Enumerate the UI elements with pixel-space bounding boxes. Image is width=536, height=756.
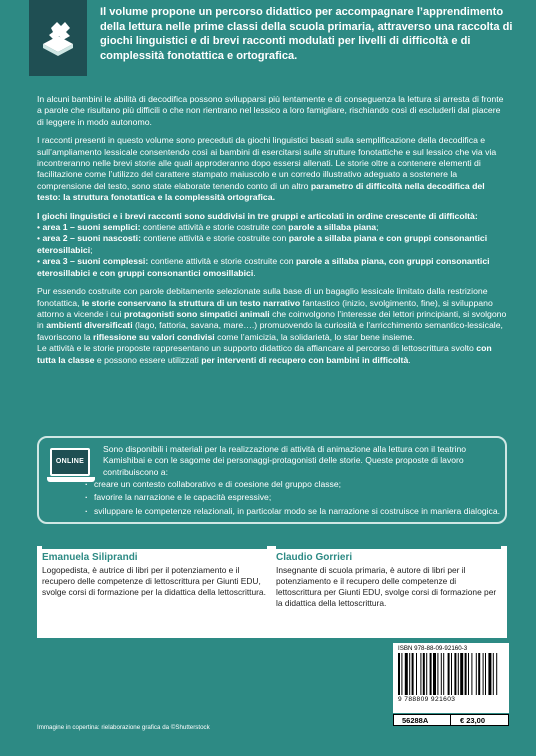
online-materials-box <box>37 436 507 524</box>
paragraph-2: I racconti presenti in questo volume sono preceduti da giochi linguistici basati sulla semplificazione della decodifica e sull’ampliamento lessicale consentendo così ai bambini di esercitarsi sulle strutture fonotattiche e sul lessico che via via incontreranno nelle brevi storie alle quali approderanno dopo essersi allenati. Le storie oltre a contenere elementi di facilitazione come l’utilizzo del carattere stampato maiuscolo e un corredo illustrativo adeguato a sostenere la comprensione del testo, sono state elaborate tenendo conto di un altro parametro di difficoltà nella decodifica del testo: la struttura fonotattica e la complessità ortografica. <box>37 135 497 203</box>
areas-intro: I giochi linguistici e i brevi racconti sono suddivisi in tre gruppi e articolati in ordine crescente di difficoltà: <box>37 210 478 221</box>
price-code-box <box>393 714 509 726</box>
cover-credit: Immagine in copertina: rielaborazione grafica da ©Shutterstock <box>37 724 210 731</box>
online-bullet: · creare un contesto collaborativo e di coesione del gruppo classe; <box>85 478 503 491</box>
online-description: Sono disponibili i materiali per la realizzazione di attività di animazione alla lettura con il teatrino Kamishibai e con le sagome dei personaggi-protagonisti delle storie. Queste proposte di lavoro contribuiscono a: <box>103 444 467 477</box>
author-card <box>276 546 501 609</box>
author-bio: Logopedista, è autrice di libri per il potenziamento e il recupero delle competenze di lettoscrittura per Giunti EDU, svolge corsi di formazione per la didattica della lettoscrittura. <box>42 565 266 597</box>
barcode-panel <box>393 643 509 713</box>
price: € 23,00 <box>460 716 486 725</box>
paragraph-5: Le attività e le storie proposte rappresentano un supporto didattico da affiancare al percorso di lettoscrittura svolto con tutta la classe e possono essere utilizzati per interventi di recupero con bambini in difficoltà. <box>37 343 492 365</box>
areas-list <box>37 211 509 279</box>
online-bullet: · sviluppare le competenze relazionali, in particolar modo se la narrazione si costruisce in maniera dialogica. <box>85 505 503 518</box>
online-bullet: · favorire la narrazione e le capacità espressive; <box>85 491 503 504</box>
authors-panel <box>37 546 507 638</box>
intro-paragraph: Il volume propone un percorso didattico per accompagnare l’apprendimento della lettura nelle prime classi della scuola primaria, attraverso una raccolta di giochi linguistici e di brevi racconti modulati per livelli di difficoltà e di complessità fonotattica e ortografica. <box>100 6 513 63</box>
online-label: ONLINE <box>55 458 85 465</box>
author-name: Claudio Gorrieri <box>276 552 353 563</box>
product-code: 56288A <box>402 716 429 725</box>
puzzle-icon <box>39 18 77 58</box>
isbn-text: ISBN 978-88-09-92160-3 <box>398 645 468 652</box>
area-2: • area 2 – suoni nascosti: contiene attività e storie costruite con parole a sillaba piana e con gruppi consonantici eterosillabici; <box>37 233 488 255</box>
author-name: Emanuela Siliprandi <box>42 552 138 563</box>
barcode-number: 9 788809 921603 <box>398 696 456 703</box>
area-1: • area 1 – suoni semplici: contiene attività e storie costruite con parole a sillaba piana; <box>37 222 379 233</box>
author-bio: Insegnante di scuola primaria, è autore di libri per il potenziamento e il recupero delle competenze di lettoscrittura per Giunti EDU, svolge corsi di formazione per la didattica della lettoscrittura. <box>276 565 497 608</box>
online-bullet-list <box>85 478 503 518</box>
paragraph-4: Pur essendo costruite con parole debitamente selezionate sulla base di un bagaglio lessicale limitato dalla restrizione fonotattica, le storie conservano la struttura di un testo narrativo fantastico (inizio, svolgimento, fine), si sviluppano attorno a vicende i cui protagonisti sono simpatici animali che coinvolgono l’interesse dei lettori principianti, si svolgono in ambienti diversificati (lago, fattoria, savana, mare….) promuovendo la curiosità e l’arricchimento semantico-lessicale, favoriscono la riflessione su valori condivisi come l’amicizia, la solidarietà, lo star bene insieme. <box>37 286 507 342</box>
paragraph-1: In alcuni bambini le abilità di decodifica possono svilupparsi più lentamente e di conseguenza la lettura si arresta di fronte a parole che risultano più difficili o che non rientrano nel lessico a loro famigliare, rischiando così di escluderli dal piacere di leggere in modo autonomo. <box>37 94 504 127</box>
author-card <box>42 546 267 598</box>
area-3: • area 3 – suoni complessi: contiene attività e storie costruite con parole a sillaba piana, con gruppi consonantici eterosillabici e con gruppi consonantici omosillabici. <box>37 256 490 278</box>
barcode-icon <box>398 653 504 695</box>
description-body <box>37 94 509 373</box>
publisher-logo <box>29 0 87 76</box>
